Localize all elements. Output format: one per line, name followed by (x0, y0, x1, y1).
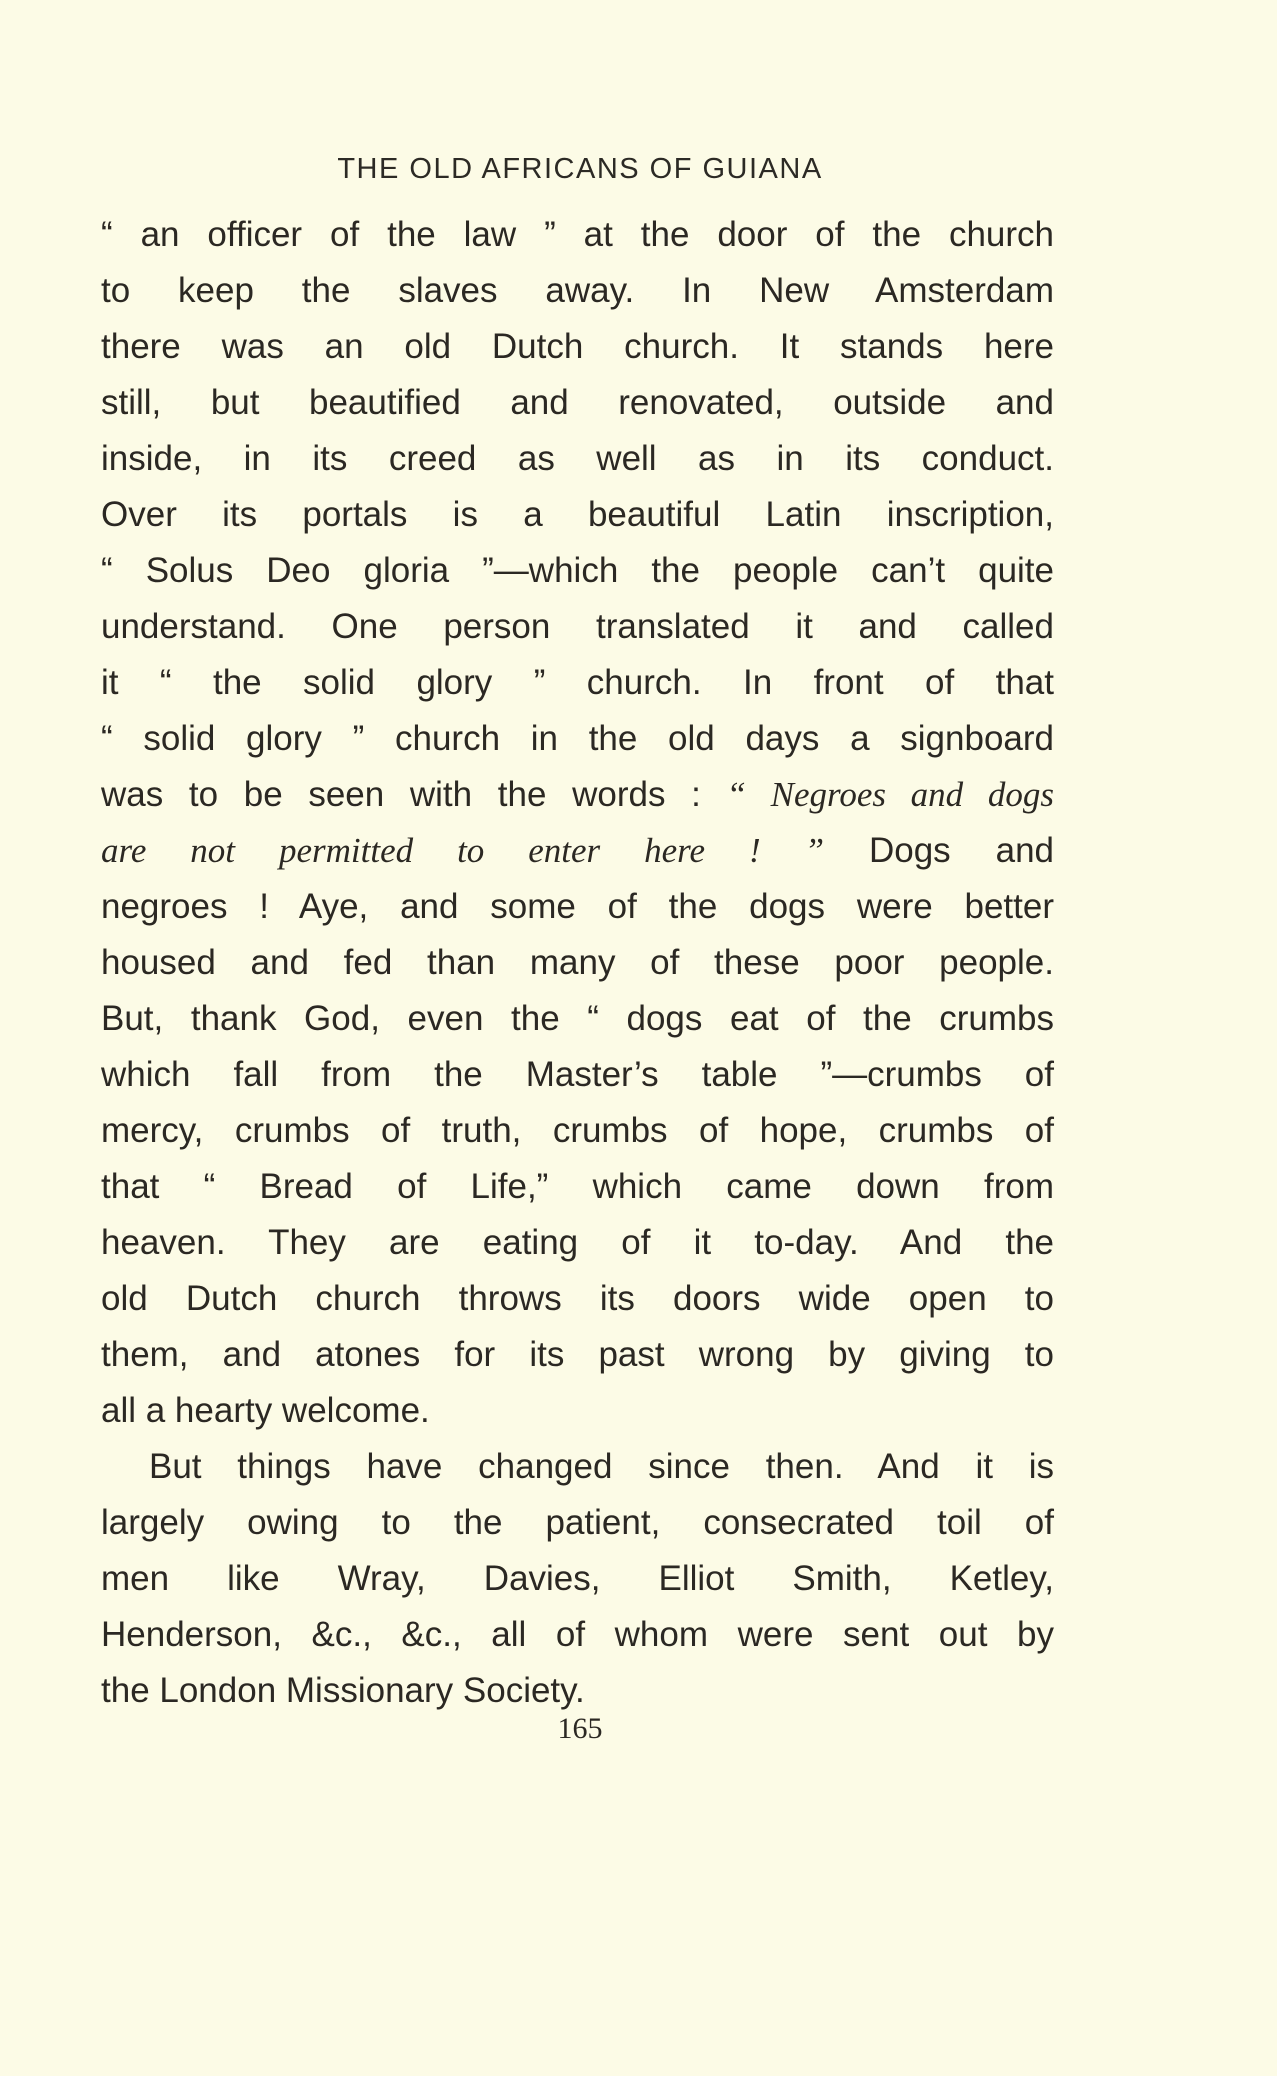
text-line: largely owing to the patient, consecrated toil of (101, 1503, 1054, 1542)
text-line-with-italic-quote (101, 823, 1054, 879)
text-line: But, thank God, even the “ dogs eat of the crumbs (101, 999, 1054, 1038)
body-text (101, 207, 1054, 1719)
text-line: them, and atones for its past wrong by giving to (101, 1335, 1054, 1374)
text-line: housed and fed than many of these poor people. (101, 943, 1054, 982)
text-line: which fall from the Master’s table ”—crumbs of (101, 1055, 1054, 1094)
text-line: “ an officer of the law ” at the door of the church (101, 215, 1054, 254)
italic-quote-start: “ Negroes and dogs (726, 775, 1054, 814)
text-line: mercy, crumbs of truth, crumbs of hope, crumbs of (101, 1111, 1054, 1150)
text-line: that “ Bread of Life,” which came down from (101, 1167, 1054, 1206)
text-line: Henderson, &c., &c., all of whom were sent out by (101, 1615, 1054, 1654)
text-line-with-italic-quote (101, 767, 1054, 823)
italic-quote-end: are not permitted to enter here ! ” (101, 831, 825, 870)
text-line: men like Wray, Davies, Elliot Smith, Ketley, (101, 1559, 1054, 1598)
paragraph-last-line: the London Missionary Society. (101, 1671, 585, 1710)
text-line: understand. One person translated it and called (101, 607, 1054, 646)
text-line: still, but beautified and renovated, outside and (101, 383, 1054, 422)
text-line: negroes ! Aye, and some of the dogs were better (101, 887, 1054, 926)
paragraph-first-line: But things have changed since then. And it is (149, 1447, 1054, 1486)
text-line: it “ the solid glory ” church. In front of that (101, 663, 1054, 702)
text-line: inside, in its creed as well as in its conduct. (101, 439, 1054, 478)
text-line: Over its portals is a beautiful Latin inscription, (101, 495, 1054, 534)
text-run: was to be seen with the words : (101, 775, 701, 814)
paragraph-last-line: all a hearty welcome. (101, 1391, 430, 1430)
text-line: heaven. They are eating of it to-day. And the (101, 1223, 1054, 1262)
text-line: there was an old Dutch church. It stands here (101, 327, 1054, 366)
page-number: 165 (557, 1712, 603, 1745)
text-line: old Dutch church throws its doors wide open to (101, 1279, 1054, 1318)
text-line: “ Solus Deo gloria ”—which the people can’t quite (101, 551, 1054, 590)
running-head: THE OLD AFRICANS OF GUIANA (337, 153, 823, 185)
text-line: “ solid glory ” church in the old days a signboard (101, 719, 1054, 758)
text-line: to keep the slaves away. In New Amsterdam (101, 271, 1054, 310)
text-run: Dogs and (868, 831, 1054, 870)
